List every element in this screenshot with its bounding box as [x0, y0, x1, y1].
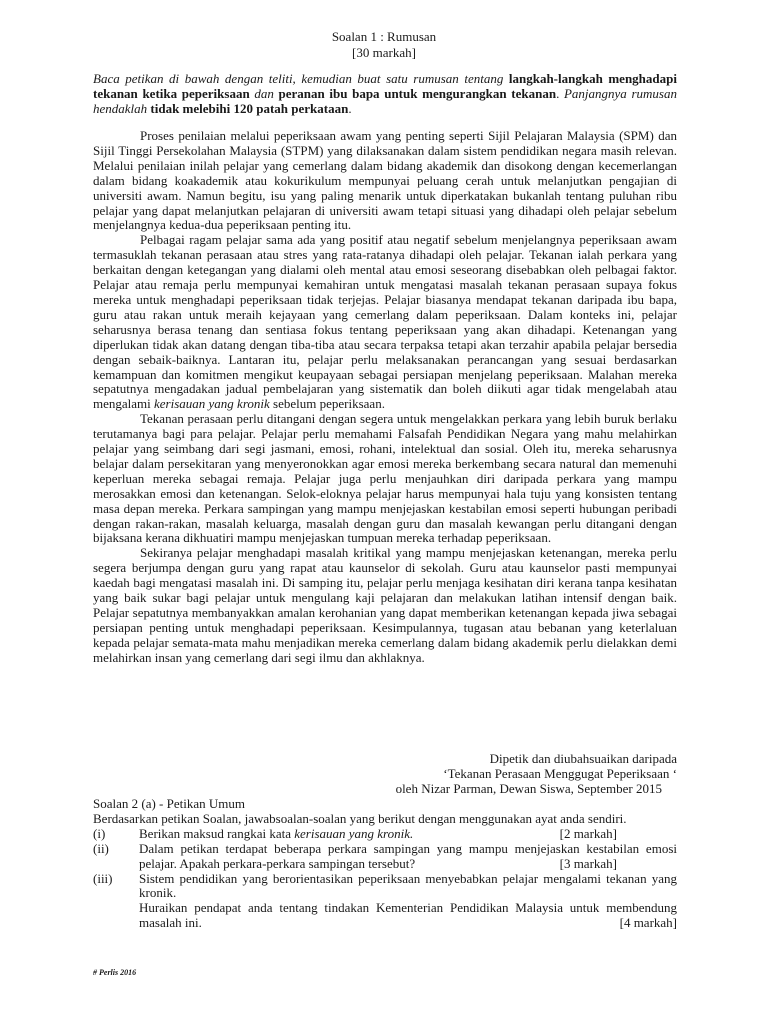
question-item: [93, 842, 677, 872]
passage-p2-text-a: Pelbagai ragam pelajar sama ada yang positif atau negatif sebelum menjelangnya peperiksaan awam termasuklah tekanan perasaan atau stres yang rata-ratanya dihadapi oleh pelajar. Tekanan ialah perkara yang berkaitan dengan ketegangan yang dialami oleh mental atau emosi seseorang disebabkan oleh pelbagai faktor. Pelajar atau remaja perlu mempunyai kemahiran untuk mengatasi masalah tekanan perasaan supaya fokus mereka untuk menghadapi peperiksaan tidak terjejas. Pelajar biasanya mendapat tekanan daripada ibu bapa, guru atau rakan untuk meraih kejayaan yang cemerlang dalam peperiksaan. Dalam konteks ini, pelajar seharusnya berasa tenang dan sentiasa fokus tentang peperiksaan yang akan dihadapi. Ketenangan yang diperlukan tidak akan datang dengan tiba-tiba atau secara terpaksa tetapi akan terzahir apabila pelajar bersedia dengan sebaik-baiknya. Lantaran itu, pelajar perlu melaksanakan perancangan yang sesuai berdasarkan kemampuan dan komitmen mengikut keupayaan sebagai persiapan menjelang peperiksaan. Malahan mereka sepatutnya mengadakan jadual pembelajaran yang sistematik dan boleh diikuti agar tidak mengelabah atau mengalami: [93, 232, 677, 412]
instruction-text-3: .: [556, 85, 564, 101]
source-line-2: ‘Tekanan Perasaan Menggugat Peperiksaan ‘: [443, 765, 677, 781]
question-mark: [4 markah]: [619, 915, 677, 931]
instruction-bold-1: langkah-langkah menghadapi tekanan ketika peperiksaan: [93, 71, 677, 101]
question-item: [93, 827, 677, 842]
section-title: Soalan 1 : Rumusan: [331, 29, 437, 44]
question-2: [93, 797, 677, 931]
question-text: Sistem pendidikan yang berorientasikan peperiksaan menyebabkan pelajar mengalami tekanan yang kronik.: [139, 870, 677, 901]
footer-label: # Perlis 2016: [93, 968, 137, 977]
instruction-text-5: .: [348, 100, 352, 116]
instruction-bold-2: peranan ibu bapa untuk mengurangkan tekanan: [278, 85, 557, 101]
passage-paragraph-2: [93, 233, 677, 412]
passage: [93, 129, 677, 666]
passage-paragraph-3: Tekanan perasaan perlu ditangani dengan segera untuk mengelakkan perkara yang lebih buruk berlaku terutamanya bagi para pelajar. Pelajar perlu memahami Falsafah Pendidikan Negara yang mahu melahirkan pelajar yang seimbang dari segi jasmani, emosi, rohani, intelektual dan sosial. Oleh itu, mereka seharusnya belajar dalam persekitaran yang menyeronokkan agar emosi mereka berkembang secara natural dan memenuhi keperluan mereka sebagai remaja. Pelajar juga perlu menjauhkan diri daripada perkara yang mampu merosakkan emosi dan ketenangan. Selok-eloknya pelajar harus mempunyai hala tuju yang konsisten tentang masa depan mereka. Perkara sampingan yang mampu menjejaskan kestabilan emosi seperti hubungan peribadi dengan rakan-rakan, masalah keluarga, masalah dengan guru dan masalah kewangan perlu ditangani dengan bijaksana kerana dikhuatiri mampu menjejaskan tumpuan mereka terhadap peperiksaan.: [93, 411, 677, 546]
question-text-2: Huraikan pendapat anda tentang tindakan Kementerian Pendidikan Malaysia untuk membendung masalah ini.: [139, 900, 677, 931]
passage-p2-emphasis: kerisauan yang kronik: [154, 396, 270, 412]
source-citation: [93, 752, 677, 797]
question-text: Berikan maksud rangkai kata: [139, 825, 295, 841]
question-number: (ii): [93, 840, 109, 856]
source-line-1: Dipetik dan diubahsuaikan daripada: [489, 751, 677, 766]
instruction-text-1: Baca petikan di bawah dengan teliti, kemudian buat satu rumusan tentang: [93, 71, 509, 86]
question-number: (i): [93, 825, 106, 841]
instruction-text-4: Panjangnya rumusan hendaklah: [93, 85, 677, 116]
question-emphasis: kerisauan yang kronik.: [294, 825, 414, 841]
instruction-text-2: dan: [249, 85, 279, 101]
question-item: [93, 872, 677, 932]
instruction: [93, 72, 677, 117]
question-2-intro: Berdasarkan petikan Soalan, jawabsoalan-soalan yang berikut dengan menggunakan ayat anda sendiri.: [93, 810, 627, 826]
instruction-bold-3: tidak melebihi 120 patah perkataan: [150, 100, 349, 116]
passage-paragraph-1: Proses penilaian melalui peperiksaan awam yang penting seperti Sijil Pelajaran Malaysia (SPM) dan Sijil Tinggi Persekolahan Malaysia (STPM) yang dilaksanakan dalam sistem pendidikan negara masih relevan. Melalui penilaian inilah pelajar yang cemerlang dalam bidang akademik dan disokong dengan kecemerlangan dalam bidang koakademik atau kokurikulum mempunyai peluang cerah untuk melanjutkan pengajian di universiti awam. Namun begitu, isu yang paling menarik untuk diperkatakan bukanlah tentang puluhan ribu pelajar yang dapat melanjutkan pelajaran di universiti awam tetapi situasi yang dihadapi oleh pelajar sebelum menjelangnya kedua-dua peperiksaan penting itu.: [93, 128, 677, 233]
passage-p2-text-b: sebelum peperiksaan.: [269, 396, 385, 412]
section-marks: [30 markah]: [352, 45, 416, 60]
question-mark: [3 markah]: [559, 855, 617, 871]
question-text: Dalam petikan terdapat beberapa perkara sampingan yang mampu menjejaskan kestabilan emosi pelajar. Apakah perkara-perkara sampingan tersebut?: [139, 840, 677, 871]
question-number: (iii): [93, 870, 113, 886]
source-line-3: oleh Nizar Parman, Dewan Siswa, September 2015: [395, 780, 662, 796]
question-2-title: Soalan 2 (a) - Petikan Umum: [93, 796, 245, 811]
question-mark: [2 markah]: [559, 825, 617, 841]
passage-paragraph-4: Sekiranya pelajar menghadapi masalah kritikal yang mampu menjejaskan ketenangan, mereka perlu segera berjumpa dengan guru yang rapat atau kaunselor di sekolah. Guru atau kaunselor pasti mempunyai kaedah bagi mengatasi masalah ini. Di samping itu, pelajar perlu menjaga kesihatan diri kerana tanpa kesihatan yang baik sukar bagi pelajar untuk mengulang kaji pelajaran dan melakukan latihan intensif dengan baik. Pelajar sepatutnya membanyakkan amalan kerohanian yang dapat memberikan ketenangan kepada jiwa sebagai persiapan penting untuk menghadapi peperiksaan. Kesimpulannya, tugasan atau bebanan yang keterlaluan kepada pelajar semata-mata mahu menjadikan mereka cemerlang dalam bidang akademik perlu dielakkan demi melahirkan insan yang cemerlang dari segi ilmu dan akhlaknya.: [93, 545, 677, 665]
